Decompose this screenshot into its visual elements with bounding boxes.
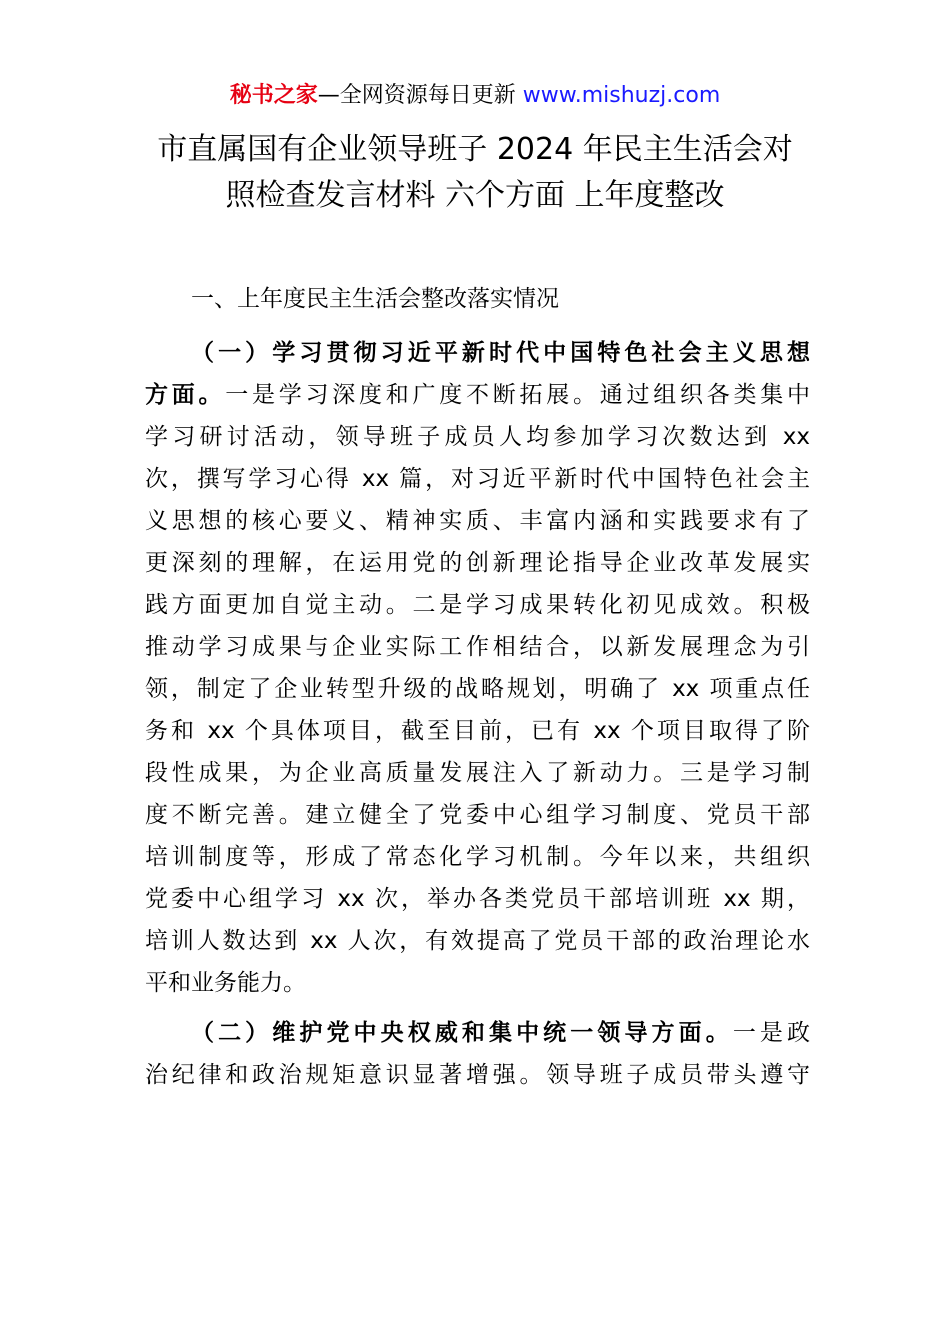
- subheading-leadership: （二）维护党中央权威和集中统一领导方面。: [191, 1020, 733, 1046]
- paragraph-line: 践方面更加自觉主动。二是学习成果转化初见成效。积极: [145, 592, 810, 618]
- paragraph-line: 培训人数达到 xx 人次，有效提高了党员干部的政治理论水: [145, 928, 810, 954]
- paragraph-line: 义思想的核心要义、精神实质、丰富内涵和实践要求有了: [145, 508, 810, 534]
- title-line-1: 市直属国有企业领导班子 2024 年民主生活会对: [157, 132, 793, 167]
- section-heading-1: 一、上年度民主生活会整改落实情况: [191, 286, 559, 312]
- paragraph-line: [145, 332, 810, 374]
- paragraph-line: [145, 1012, 810, 1054]
- paragraph-line: 推动学习成果与企业实际工作相结合，以新发展理念为引: [145, 634, 810, 660]
- paragraph-line: 治纪律和政治规矩意识显著增强。领导班子成员带头遵守: [145, 1062, 810, 1088]
- paragraph-line: 段性成果，为企业高质量发展注入了新动力。三是学习制: [145, 760, 810, 786]
- paragraph-text: 一是政: [732, 1020, 811, 1046]
- site-header: [0, 80, 950, 112]
- paragraph-line: 更深刻的理解，在运用党的创新理论指导企业改革发展实: [145, 550, 810, 576]
- document-title: [100, 127, 850, 219]
- site-url-link[interactable]: www.mishuzj.com: [522, 83, 721, 108]
- site-brand: 秘书之家: [229, 83, 318, 108]
- paragraph-line: 党委中心组学习 xx 次，举办各类党员干部培训班 xx 期，: [145, 886, 810, 912]
- paragraph-line: 培训制度等，形成了常态化学习机制。今年以来，共组织: [145, 844, 810, 870]
- paragraph-line: 领，制定了企业转型升级的战略规划，明确了 xx 项重点任: [145, 676, 810, 702]
- paragraph-line: 学习研讨活动，领导班子成员人均参加学习次数达到 xx: [145, 424, 810, 450]
- subheading-study-end: 方面。: [145, 382, 226, 408]
- paragraph-line: 平和业务能力。: [145, 970, 306, 996]
- paragraph-text: 一是学习深度和广度不断拓展。通过组织各类集中: [225, 382, 810, 408]
- paragraph-leadership: [145, 1012, 810, 1096]
- document-body: [145, 278, 810, 1104]
- site-tagline: —全网资源每日更新: [317, 83, 523, 108]
- paragraph-line: 次，撰写学习心得 xx 篇，对习近平新时代中国特色社会主: [145, 466, 810, 492]
- paragraph-line: [145, 374, 810, 416]
- subheading-study: （一）学习贯彻习近平新时代中国特色社会主义思想: [191, 340, 810, 366]
- title-line-2: 照检查发言材料 六个方面 上年度整改: [225, 178, 725, 213]
- paragraph-line: 务和 xx 个具体项目，截至目前，已有 xx 个项目取得了阶: [145, 718, 810, 744]
- paragraph-study: [145, 332, 810, 1004]
- paragraph-line: 度不断完善。建立健全了党委中心组学习制度、党员干部: [145, 802, 810, 828]
